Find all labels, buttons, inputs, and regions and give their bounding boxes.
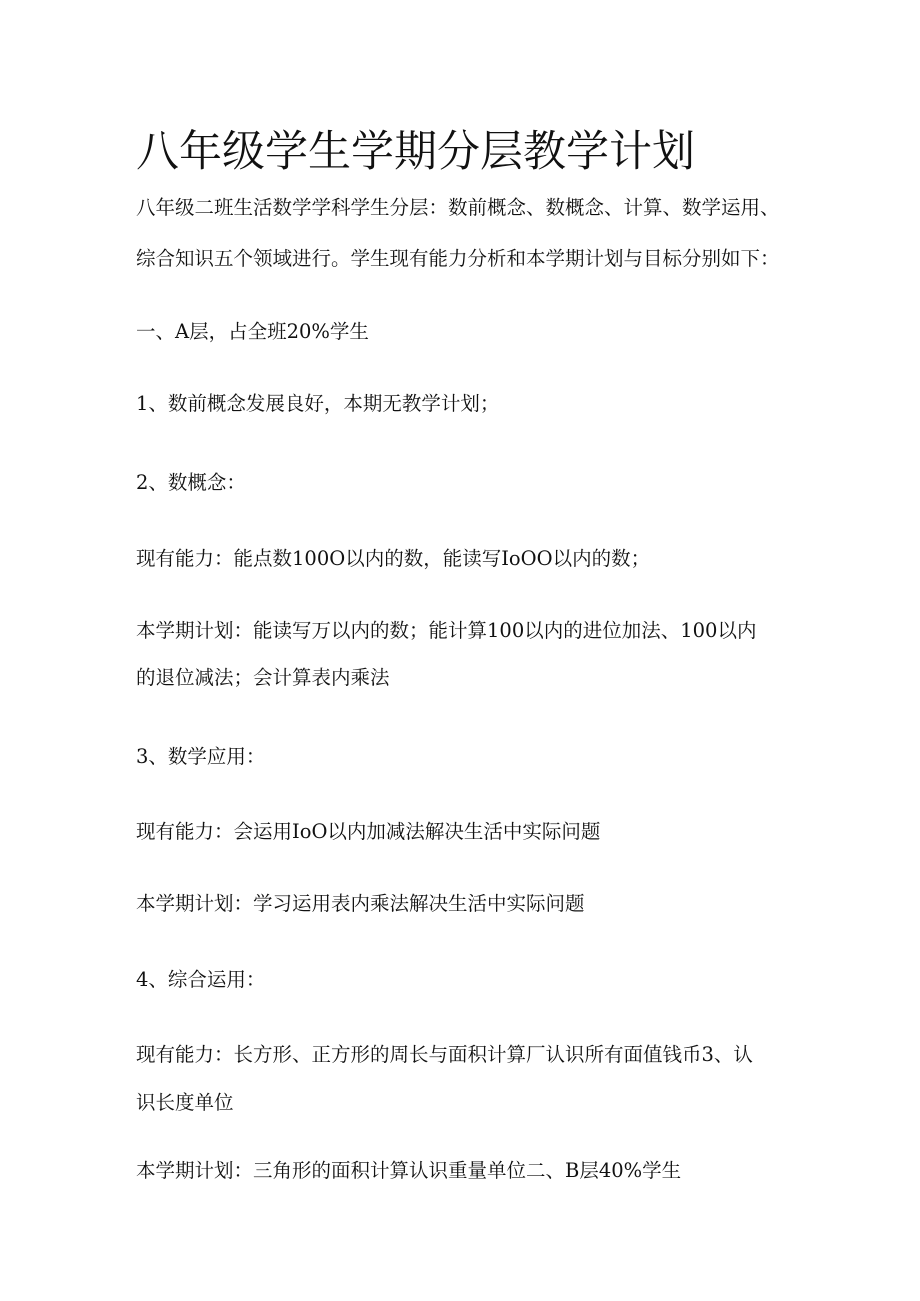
item-2-number-concept-heading: 2、数概念： (136, 471, 246, 494)
item-1-pre-number-concept: 1、数前概念发展良好，本期无教学计划； (136, 392, 500, 415)
item-3-math-application-heading: 3、数学应用： (136, 745, 266, 768)
intro-paragraph-line-2: 综合知识五个领域进行。学生现有能力分析和本学期计划与目标分别如下： (136, 247, 780, 270)
document-title: 八年级学生学期分层教学计划 (136, 127, 695, 177)
section-a-heading: 一、A层，占全班20%学生 (136, 320, 369, 343)
item-4-current-ability-line-2: 识长度单位 (136, 1091, 234, 1114)
item-3-current-ability: 现有能力：会运用IoO以内加减法解决生活中实际问题 (136, 820, 601, 843)
item-4-semester-plan: 本学期计划：三角形的面积计算认识重量单位二、B层40%学生 (136, 1159, 682, 1182)
item-4-current-ability-line-1: 现有能力：长方形、正方形的周长与面积计算厂认识所有面值钱币3、认 (136, 1043, 753, 1066)
item-4-comprehensive-application-heading: 4、综合运用： (136, 968, 266, 991)
item-2-semester-plan-line-2: 的退位减法；会计算表内乘法 (136, 666, 390, 689)
item-2-current-ability: 现有能力：能点数100O以内的数，能读写IoOO以内的数； (136, 547, 651, 570)
item-3-semester-plan: 本学期计划：学习运用表内乘法解决生活中实际问题 (136, 892, 585, 915)
intro-paragraph-line-1: 八年级二班生活数学学科学生分层：数前概念、数概念、计算、数学运用、 (136, 196, 780, 219)
item-2-semester-plan-line-1: 本学期计划：能读写万以内的数；能计算100以内的进位加法、100以内 (136, 619, 757, 642)
